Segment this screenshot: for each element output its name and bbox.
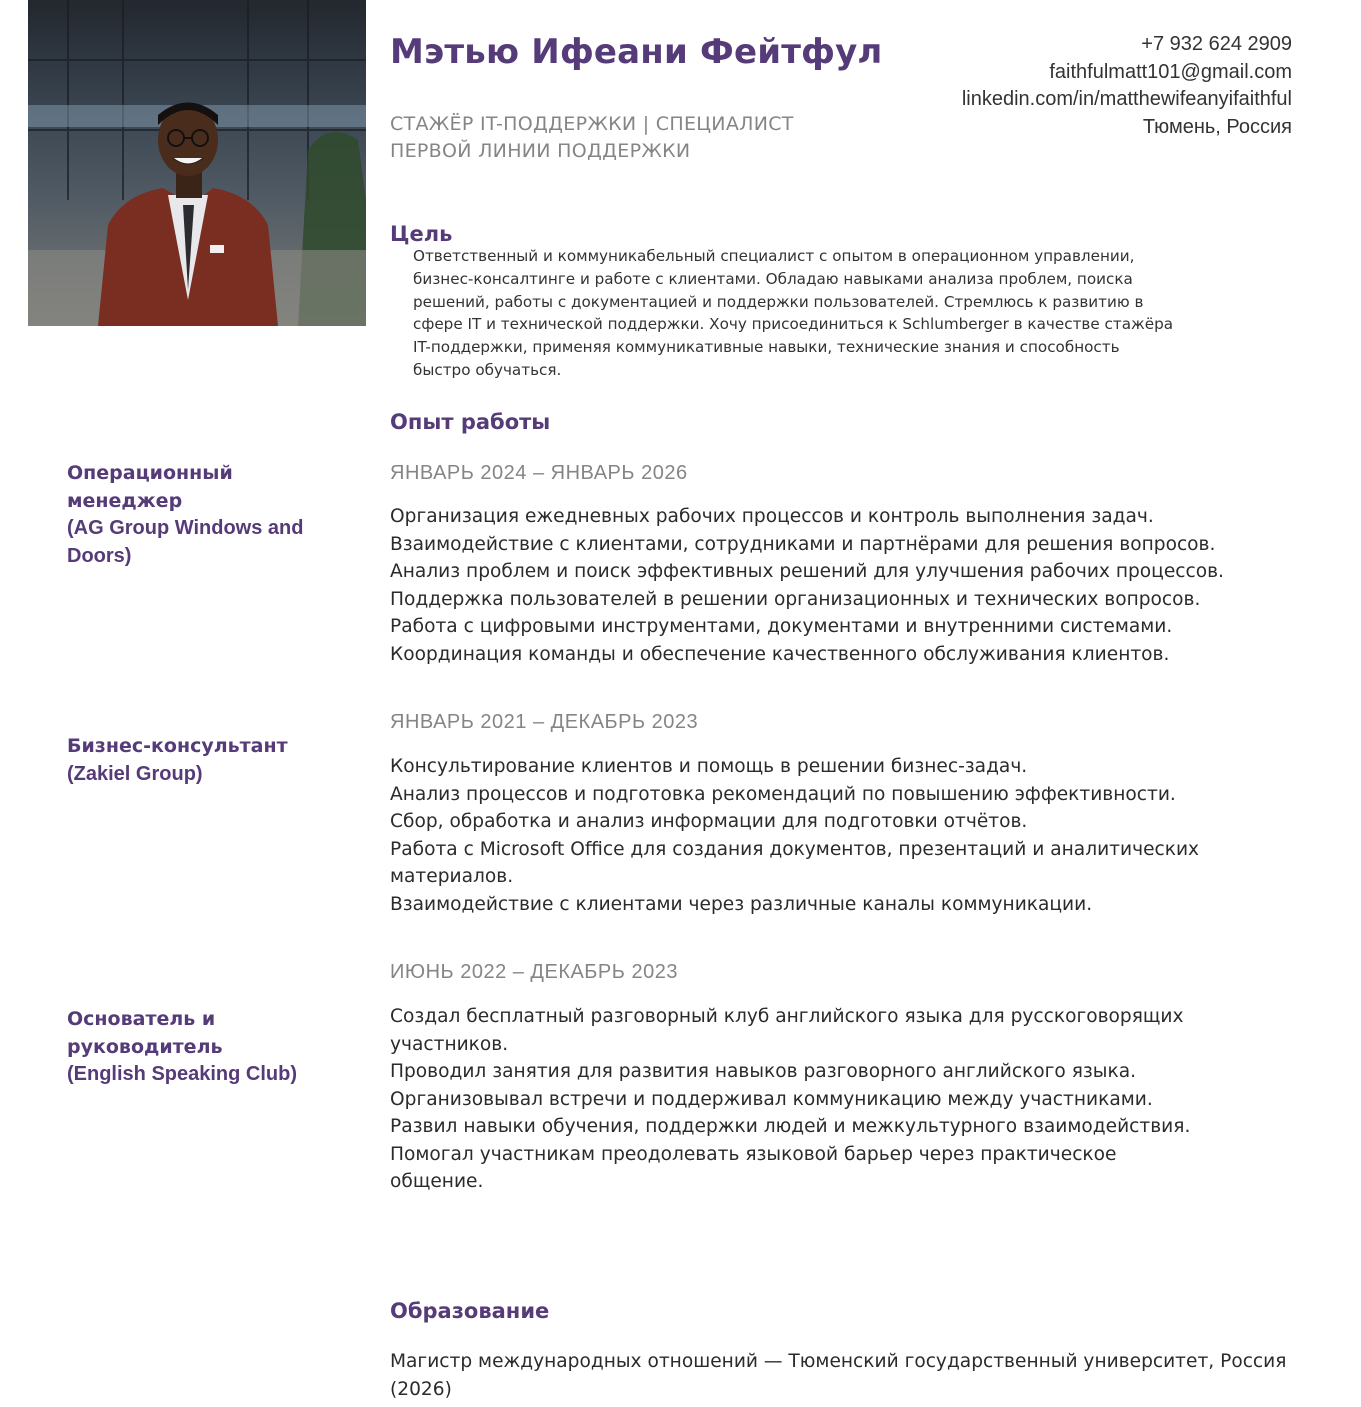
- list-item: Консультирование клиентов и помощь в решении бизнес-задач.: [390, 756, 1028, 777]
- job-role-1-line-1: Операционный: [67, 462, 233, 484]
- list-item: Организация ежедневных рабочих процессов и контроль выполнения задач.: [390, 506, 1154, 527]
- job-role-1-line-2: менеджер: [67, 489, 183, 512]
- list-item: Анализ процессов и подготовка рекомендаций по повышению эффективности.: [390, 783, 1176, 805]
- list-item: Организовывал встречи и поддерживал коммуникацию между участниками.: [390, 1088, 1153, 1110]
- list-item: Работа с Microsoft Office для создания документов, презентаций и аналитических материалов.: [390, 838, 1200, 887]
- list-item: Поддержка пользователей в решении организационных и технических вопросов.: [390, 588, 1201, 610]
- education-heading: Образование: [390, 1299, 550, 1323]
- job-duties-2: [390, 753, 1220, 918]
- objective-text: Ответственный и коммуникабельный специалист с опытом в операционном управлении, бизнес-консалтинге и работе с клиентами. Обладаю навыками анализа проблем, поиска решений, работы с документацией и поддержки пользователей. Стремлюсь к развитию в сфере IT и технической поддержки. Хочу присоединиться к Schlumberger в качестве стажёра IT-поддержки, применяя коммуникативные навыки, технические знания и способность быстро обучаться.: [413, 247, 1174, 379]
- list-item: Помогал участникам преодолевать языковой барьер через практическое общение.: [390, 1143, 1117, 1192]
- phone-number[interactable]: +7 932 624 2909: [1141, 33, 1292, 55]
- job-company-2: (Zakiel Group): [67, 762, 203, 785]
- list-item: Взаимодействие с клиентами через различные каналы коммуникации.: [390, 893, 1093, 915]
- job-dates-3: ИЮНЬ 2022 – ДЕКАБРЬ 2023: [390, 961, 678, 983]
- list-item: Проводил занятия для развития навыков разговорного английского языка.: [390, 1061, 1137, 1082]
- location: Тюмень, Россия: [1142, 115, 1292, 138]
- job-role-2-line-1: Бизнес-консультант: [67, 735, 288, 757]
- portrait-illustration: [28, 0, 366, 326]
- list-item: Сбор, обработка и анализ информации для подготовки отчётов.: [390, 811, 1028, 832]
- linkedin-link[interactable]: linkedin.com/in/matthewifeanyifaithful: [961, 88, 1292, 110]
- job-company-1: (AG Group Windows and Doors): [67, 517, 304, 567]
- list-item: Создал бесплатный разговорный клуб английского языка для русскоговорящих участников.: [390, 1006, 1184, 1055]
- list-item: Работа с цифровыми инструментами, документами и внутренними системами.: [390, 616, 1173, 637]
- email-address[interactable]: faithfulmatt101@gmail.com: [1049, 60, 1292, 83]
- list-item: Анализ проблем и поиск эффективных решений для улучшения рабочих процессов.: [390, 561, 1224, 582]
- job-title: [390, 111, 830, 165]
- job-duties-1: [390, 503, 1290, 668]
- job-company-3: (English Speaking Club): [67, 1063, 298, 1085]
- candidate-name: Мэтью Ифеани Фейтфул: [390, 32, 883, 72]
- contact-block: [962, 31, 1292, 141]
- job-title-line-2: ПЕРВОЙ ЛИНИИ ПОДДЕРЖКИ: [390, 140, 691, 162]
- job-role-2: [67, 733, 347, 788]
- job-title-line-1: СТАЖЁР IT-ПОДДЕРЖКИ | СПЕЦИАЛИСТ: [390, 113, 794, 135]
- experience-heading: Опыт работы: [390, 410, 551, 434]
- job-dates-2: ЯНВАРЬ 2021 – ДЕКАБРЬ 2023: [390, 711, 699, 733]
- profile-photo: [28, 0, 366, 326]
- objective-heading: Цель: [390, 222, 453, 246]
- job-role-3-line-1: Основатель и: [67, 1008, 216, 1030]
- job-duties-3: [390, 1003, 1210, 1196]
- job-role-3-line-2: руководитель: [67, 1035, 223, 1058]
- education-entry: Магистр международных отношений — Тюменский государственный университет, Россия (2026): [390, 1351, 1287, 1400]
- job-dates-1: ЯНВАРЬ 2024 – ЯНВАРЬ 2026: [390, 462, 688, 484]
- job-role-1: [67, 460, 347, 570]
- job-role-3: [67, 1006, 347, 1089]
- list-item: Координация команды и обеспечение качественного обслуживания клиентов.: [390, 643, 1170, 665]
- list-item: Взаимодействие с клиентами, сотрудниками и партнёрами для решения вопросов.: [390, 533, 1216, 555]
- list-item: Развил навыки обучения, поддержки людей и межкультурного взаимодействия.: [390, 1116, 1191, 1137]
